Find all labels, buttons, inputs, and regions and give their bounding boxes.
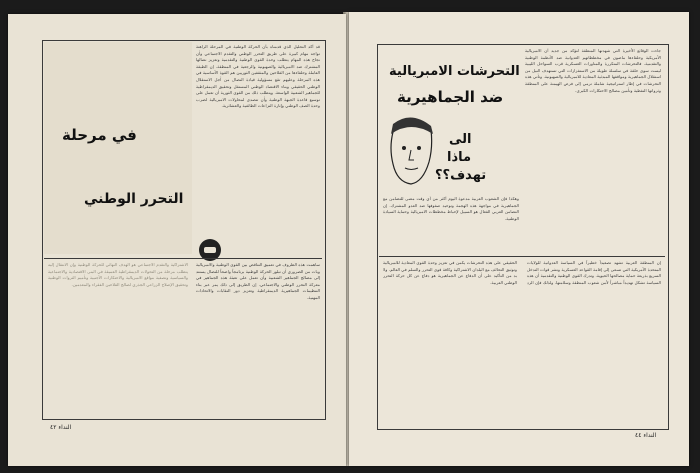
portrait-sketch xyxy=(383,112,439,190)
left-page xyxy=(8,14,346,466)
title-line-2: التحرر الوطني xyxy=(84,191,184,207)
right-page-number: النداء ٤٤ xyxy=(635,432,657,439)
subhead-line-3: تهدف؟؟ xyxy=(435,168,487,183)
headline-line-1: التحرشات الامبريالية xyxy=(389,64,520,79)
column-top-right: جاءت الوقائع الأخيرة التي شهدتها المنطقة لتؤكد من جديد أن الامبريالية الأمريكية وحلفاءها ماضون في مخططاتهم العدوانية ضد الأنظمة الوطنية والتقدمية. فالتحرشات المتكررة والمناورات العسكرية قرب السواحل الليبية ليست سوى حلقة في سلسلة طويلة من الاستفزازات التي تستهدف النيل من استقلال الجماهيرية ومواقفها المبدئية المعادية للامبريالية والصهيونية. وتأتي هذه التحرشات في إطار استراتيجية شاملة ترمي إلى فرض الهيمنة على المنطقة وثرواتها النفطية وتأمين مصالح الاحتكارات الكبرى. xyxy=(525,48,661,93)
column-right-top: قد أكد التحليل الذي قدمناه بأن الحركة الوطنية في المرحلة الراهنة تواجه مهام كبيرة على طريق التحرر الوطني والتقدم الاجتماعي وأن نجاح هذه المهام يتطلب وحدة القوى الوطنية والتقدمية وتعزيز نضالها المشترك ضد الامبريالية والصهيونية والرجعية في المنطقة. إن الطبقة العاملة وحلفاءها من الفلاحين والمثقفين الثوريين هم القوة الأساسية في هذه المرحلة وعليهم تقع مسؤولية قيادة النضال من أجل الاستقلال الوطني الحقيقي وبناء الاقتصاد الوطني المستقل وتحقيق الديمقراطية للجماهير الشعبية الواسعة. ويتطلب ذلك من القوى الثورية أن تعمل على توسيع قاعدة الجبهة الوطنية وأن تتصدى لمحاولات الامبريالية لضرب وحدة الصف الوطني وإثارة النزاعات الطائفية والعشائرية. xyxy=(196,44,320,109)
column-bottom: إن المنطقة العربية تشهد تصعيداً خطيراً في السياسة العدوانية للولايات المتحدة الأمريكية التي تسعى إلى إقامة القواعد العسكرية ونشر قوات التدخل السريع بذريعة حماية مصالحها الحيوية. وتدرك القوى الوطنية والتقدمية أن هذه السياسة تشكل تهديداً مباشراً لأمن شعوب المنطقة وسلامتها. ولذلك فإن الرد الحقيقي على هذه التحرشات يكمن في تعزيز وحدة القوى المعادية للامبريالية وتوثيق التحالف مع البلدان الاشتراكية وكافة قوى التحرر والسلم في العالم. ولا بد من التأكيد على أن الدفاع عن الجماهيرية هو دفاع عن كل حركة التحرر الوطني العربية. xyxy=(383,260,661,285)
right-page xyxy=(349,12,689,466)
section-divider xyxy=(379,256,665,257)
title-line-1: في مرحلة xyxy=(62,126,137,144)
subhead-line-2: ماذا xyxy=(447,150,472,165)
column-top-left: وهكذا فإن الشعوب العربية مدعوة اليوم أكثر من أي وقت مضى للتضامن مع الجماهيرية في مواجهة هذه الهجمة وتوحيد صفوفها ضد العدو المشترك. إن التضامن العربي الفعال هو السبيل لإحباط مخططات الامبريالية وحماية السيادة الوطنية. xyxy=(383,196,519,221)
column-bottom-left: الاشتراكية والتقدم الاجتماعي هو الهدف النهائي للحركة الوطنية وإن الانتقال إليه يتطلب مرحلة من التحولات الديمقراطية العميقة في البنى الاقتصادية والاجتماعية والسياسية وتصفية مواقع الامبريالية والاحتكارات الأجنبية وتأميم الثروات الوطنية وتحقيق الإصلاح الزراعي الجذري لصالح الفلاحين الفقراء والمعدمين. xyxy=(48,262,188,287)
headline-line-2: ضد الجماهيرية xyxy=(397,88,504,106)
title-panel xyxy=(44,42,192,254)
subhead-line-1: الى xyxy=(449,132,472,147)
column-bottom-right: ساهمت هذه الظروف في تعميق التناقض بين القوى الوطنية والامبريالية وبات من الضروري أن تبلور الحركة الوطنية برنامجاً واضحاً للنضال يستند إلى مصالح الجماهير الشعبية وأن تعمل على تعبئة هذه الجماهير في معركة التحرر الوطني والاجتماعي. إن الطريق إلى ذلك يمر عبر بناء التنظيمات الجماهيرية الديمقراطية وتعزيز دور النقابات والاتحادات المهنية. xyxy=(196,262,320,300)
section-divider xyxy=(44,258,322,259)
left-page-number: النداء ٤٢ xyxy=(50,424,72,431)
